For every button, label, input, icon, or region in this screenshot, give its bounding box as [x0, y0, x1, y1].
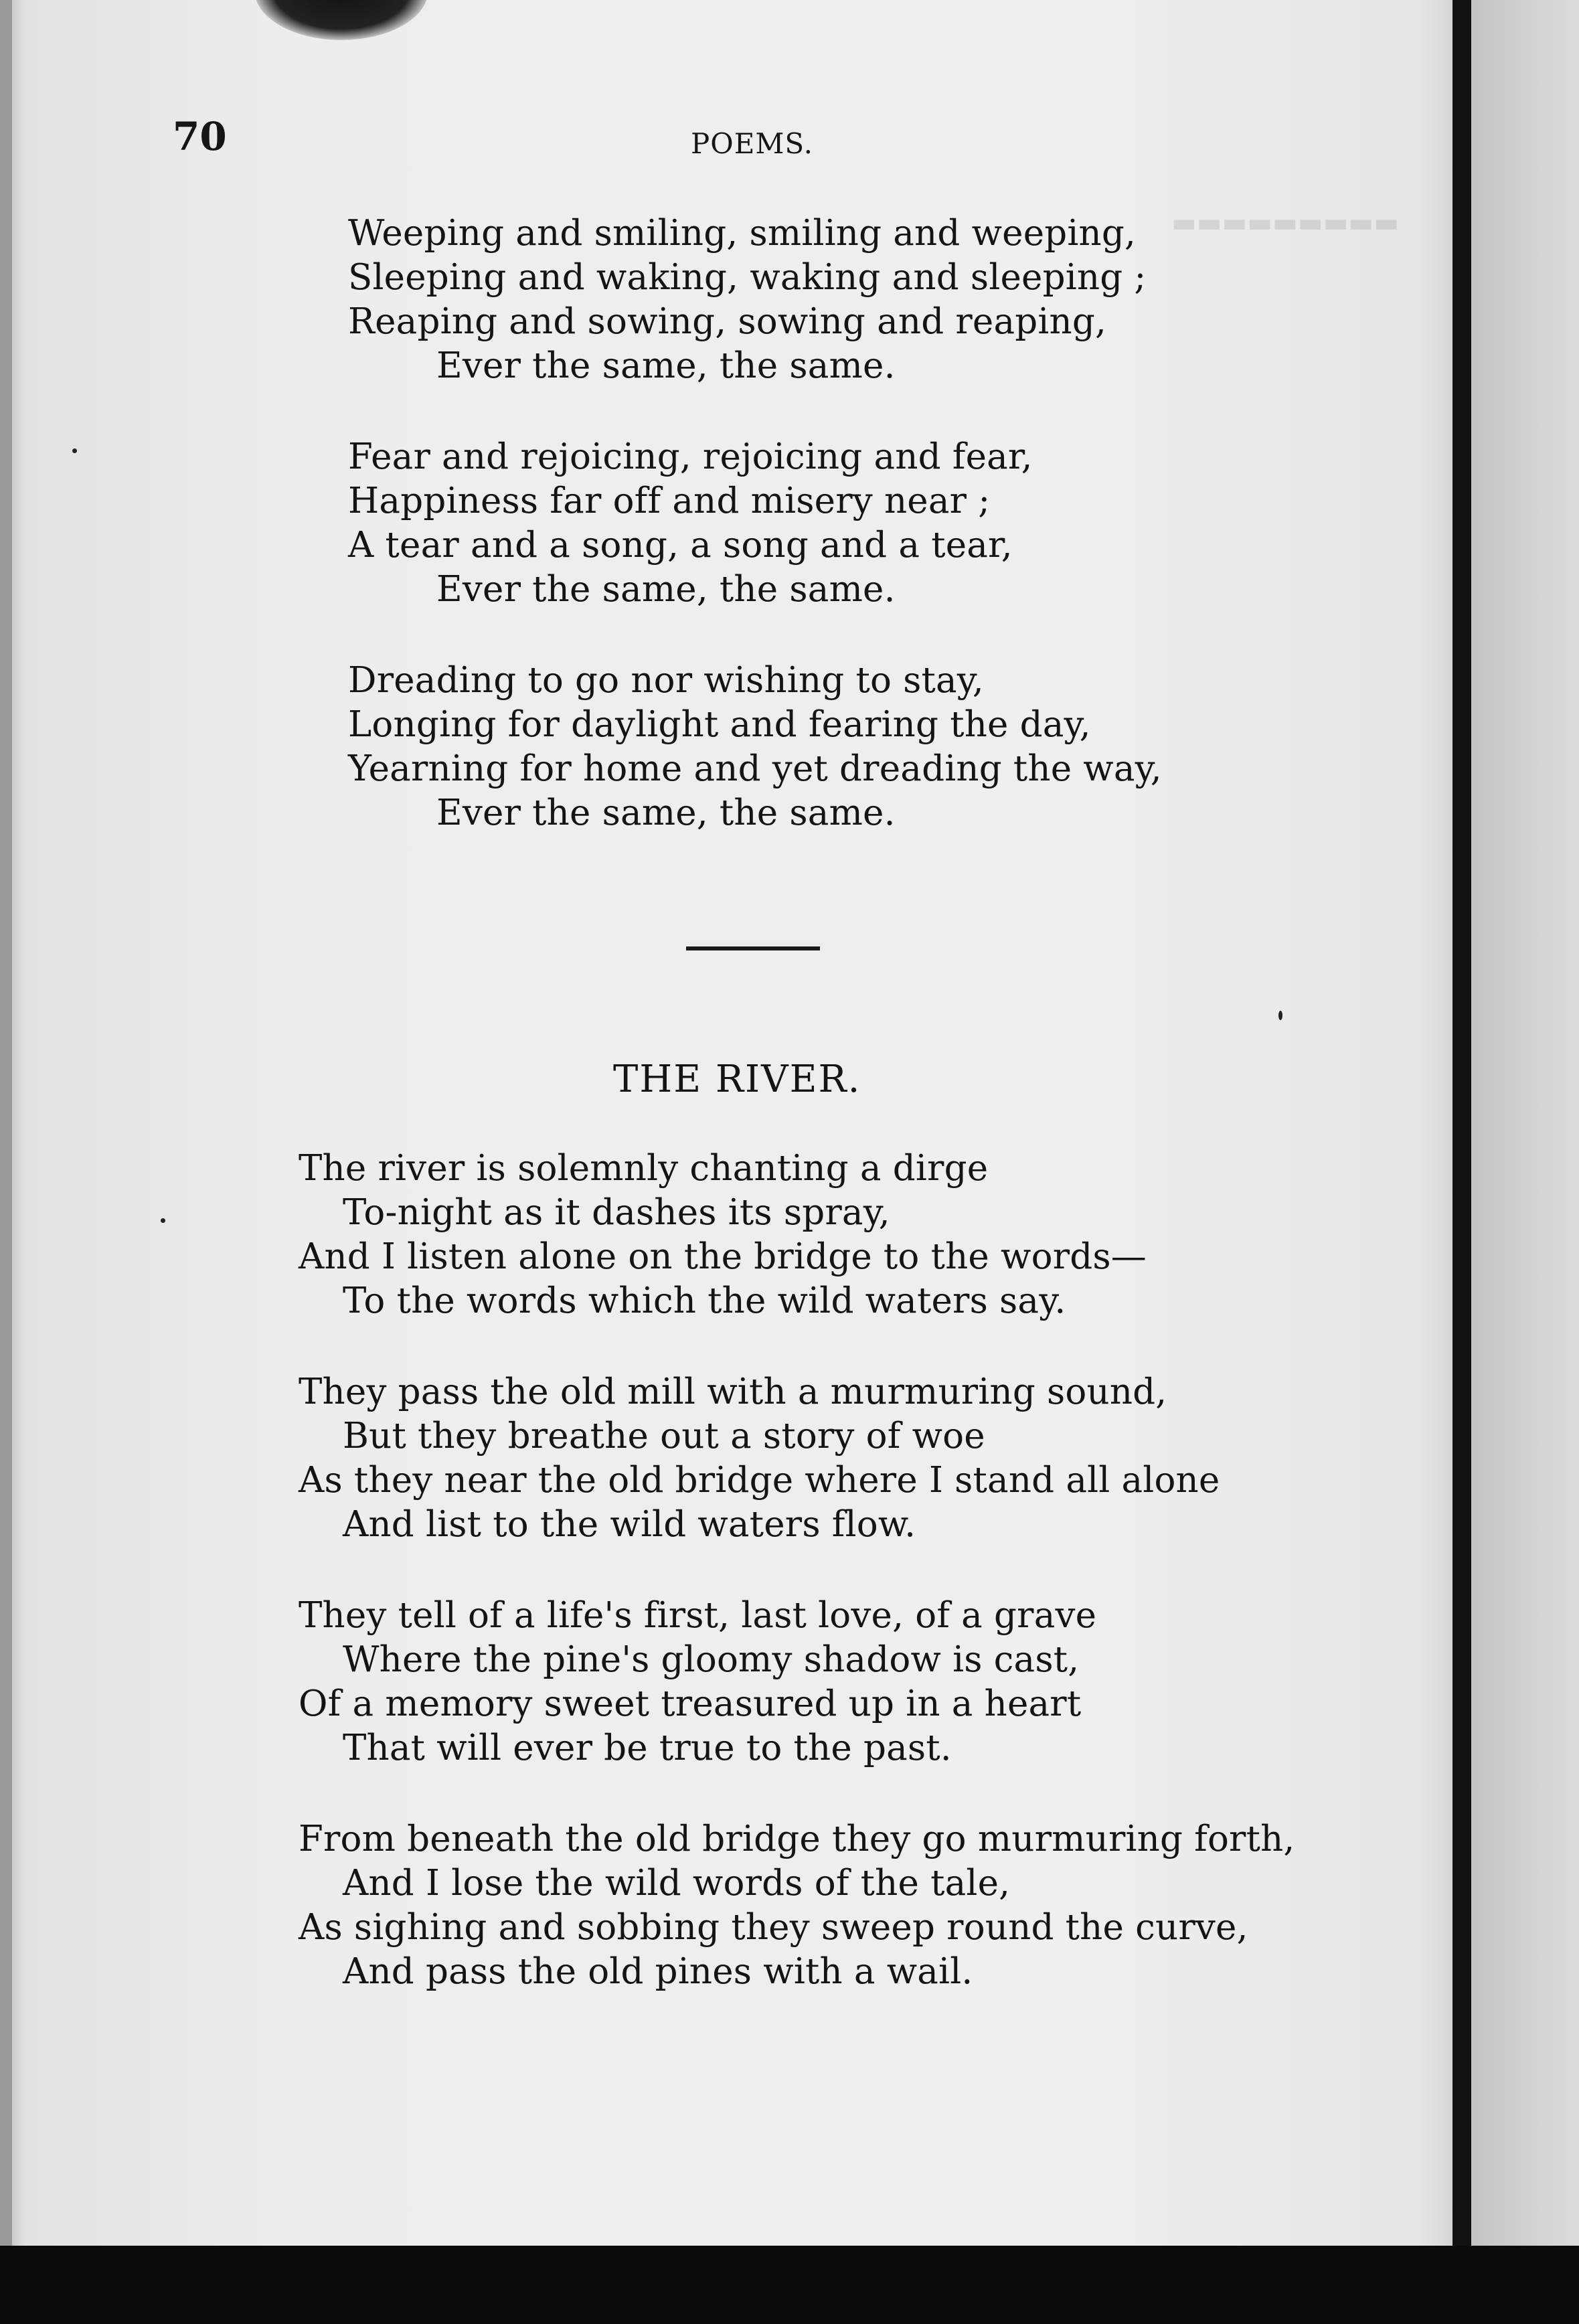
running-head: POEMS. — [691, 127, 813, 160]
poem-line: Longing for daylight and fearing the day, — [348, 704, 1091, 745]
page-number: 70 — [173, 114, 227, 159]
poem-line: To-night as it dashes its spray, — [343, 1192, 890, 1233]
section-divider — [686, 946, 820, 950]
reverse-bleed-through: ▬▬▬▬▬▬▬▬▬ — [1171, 208, 1400, 238]
poem-line: That will ever be true to the past. — [343, 1728, 952, 1768]
scan-bottom-border — [0, 2246, 1579, 2324]
scan-speck — [161, 1218, 165, 1223]
poem-line: And I listen alone on the bridge to the words— — [299, 1236, 1147, 1277]
scan-speck — [72, 448, 77, 453]
poem-line: As they near the old bridge where I stand all alone — [299, 1460, 1220, 1501]
poem-title: THE RIVER. — [613, 1058, 861, 1101]
poem-line: And pass the old pines with a wail. — [343, 1951, 973, 1992]
poem-line: They tell of a life's first, last love, of a grave — [299, 1595, 1097, 1636]
poem-line: To the words which the wild waters say. — [343, 1280, 1066, 1321]
poem-line: A tear and a song, a song and a tear, — [348, 525, 1013, 566]
ink-blot — [254, 0, 428, 40]
poem-line: Happiness far off and misery near ; — [348, 481, 991, 521]
poem-line: The river is solemnly chanting a dirge — [299, 1148, 989, 1189]
poem-line: Sleeping and waking, waking and sleeping ; — [348, 257, 1147, 298]
binding-gutter — [1452, 0, 1471, 2246]
poem-line: Reaping and sowing, sowing and reaping, — [348, 301, 1107, 342]
scan-right-margin — [1471, 0, 1579, 2246]
poem-line: From beneath the old bridge they go murmuring forth, — [299, 1819, 1295, 1859]
poem-line: Fear and rejoicing, rejoicing and fear, — [348, 436, 1033, 477]
page-left-edge-shadow — [0, 0, 12, 2246]
poem-line: Weeping and smiling, smiling and weeping, — [348, 213, 1137, 254]
poem-line: Yearning for home and yet dreading the way, — [348, 748, 1162, 789]
scan-speck — [1278, 1011, 1282, 1020]
poem-line: And I lose the wild words of the tale, — [343, 1863, 1011, 1904]
poem-line: Dreading to go nor wishing to stay, — [348, 660, 984, 701]
poem-line: And list to the wild waters flow. — [343, 1504, 916, 1545]
poem-line: Of a memory sweet treasured up in a heart — [299, 1683, 1082, 1724]
poem-line: They pass the old mill with a murmuring sound, — [299, 1372, 1167, 1412]
poem-line: But they breathe out a story of woe — [343, 1416, 985, 1457]
poem-refrain: Ever the same, the same. — [436, 569, 896, 610]
poem-refrain: Ever the same, the same. — [436, 345, 896, 386]
poem-line: Where the pine's gloomy shadow is cast, — [343, 1639, 1080, 1680]
poem-line: As sighing and sobbing they sweep round the curve, — [299, 1907, 1248, 1948]
poem-refrain: Ever the same, the same. — [436, 793, 896, 833]
